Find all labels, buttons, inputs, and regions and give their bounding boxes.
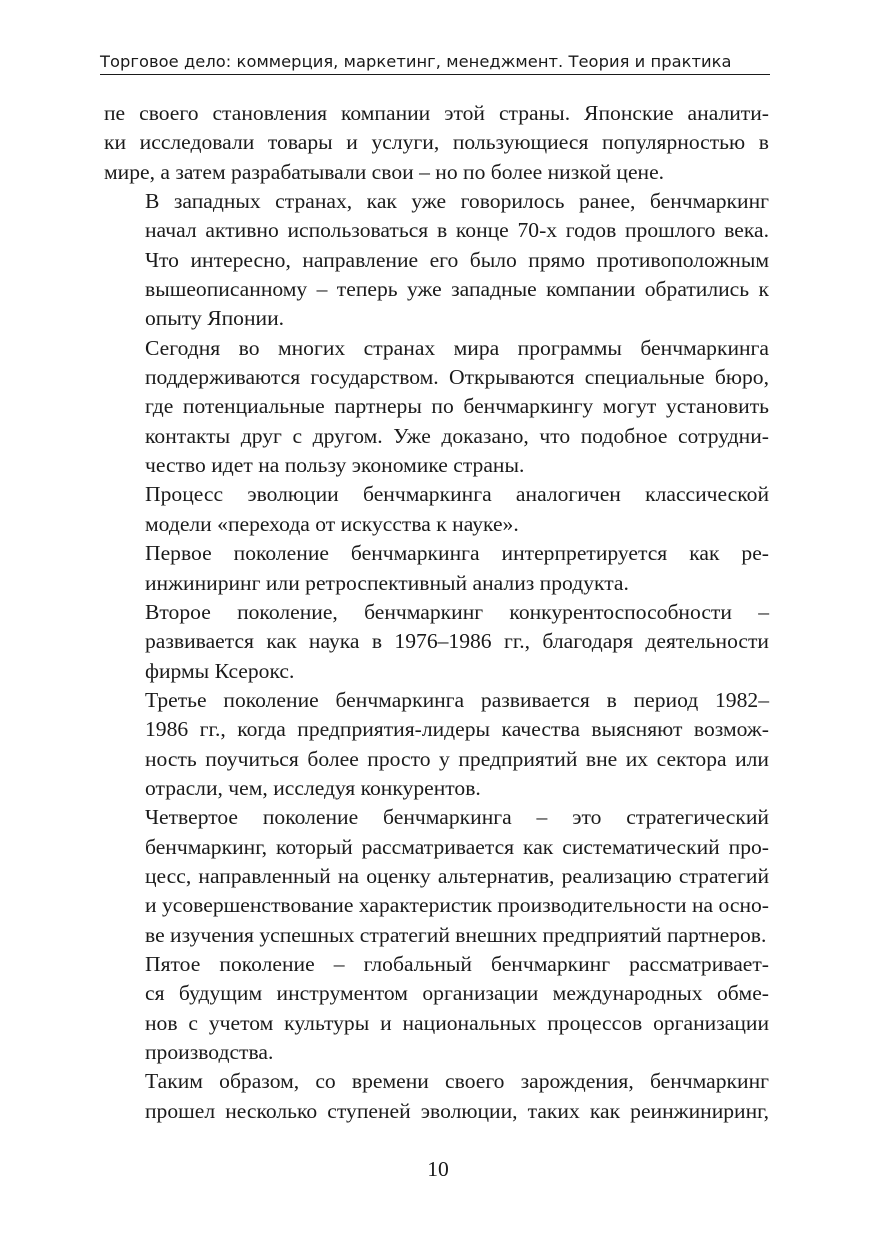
text-line: нов с учетом культуры и национальных процессов организации (145, 1010, 769, 1035)
paragraph (104, 99, 769, 187)
body-text (104, 99, 769, 1126)
text-line: Таким образом, со времени своего зарождения, бенчмаркинг (145, 1069, 769, 1094)
text-line: мире, а затем разрабатывали свои – но по более низкой цене. (104, 159, 665, 184)
text-line: поддерживаются государством. Открываются специальные бюро, (145, 365, 769, 390)
text-line: бенчмаркинг, который рассматривается как систематический про- (145, 834, 769, 859)
paragraph (104, 334, 769, 481)
text-line: Первое поколение бенчмаркинга интерпретируется как ре- (145, 541, 769, 566)
paragraph (104, 598, 769, 686)
paragraph (104, 803, 769, 950)
text-line: Третье поколение бенчмаркинга развивается в период 1982– (145, 687, 769, 712)
text-line: цесс, направленный на оценку альтернатив, реализацию стратегий (145, 863, 769, 888)
text-line: прошел несколько ступеней эволюции, таких как реинжиниринг, (145, 1098, 769, 1123)
text-line: 1986 гг., когда предприятия-лидеры качества выясняют возмож- (145, 717, 769, 742)
text-line: Пятое поколение – глобальный бенчмаркинг рассматривает- (145, 951, 769, 976)
text-line: контакты друг с другом. Уже доказано, что подобное сотрудни- (145, 423, 769, 448)
paragraph (104, 539, 769, 598)
text-line: где потенциальные партнеры по бенчмаркингу могут установить (145, 394, 769, 419)
page-number: 10 (427, 1157, 449, 1181)
text-line: Процесс эволюции бенчмаркинга аналогичен классической (145, 482, 769, 507)
running-header: Торговое дело: коммерция, маркетинг, менеджмент. Теория и практика (100, 52, 732, 71)
text-line: фирмы Ксерокс. (145, 658, 295, 683)
text-line: Второе поколение, бенчмаркинг конкурентоспособности – (145, 599, 769, 624)
text-line: начал активно использоваться в конце 70-х годов прошлого века. (145, 218, 769, 243)
text-line: ве изучения успешных стратегий внешних предприятий партнеров. (145, 922, 767, 947)
text-line: чество идет на пользу экономике страны. (145, 453, 525, 478)
text-line: Четвертое поколение бенчмаркинга – это стратегический (145, 805, 769, 830)
paragraph (104, 950, 769, 1067)
text-line: ся будущим инструментом организации международных обме- (145, 981, 769, 1006)
paragraph (104, 187, 769, 334)
text-line: ки исследовали товары и услуги, пользующиеся популярностью в (104, 130, 769, 155)
paragraph (104, 686, 769, 803)
paragraph (104, 1067, 769, 1126)
text-line: и усовершенствование характеристик производительности на осно- (145, 893, 769, 918)
text-line: ность поучиться более просто у предприятий вне их сектора или (145, 746, 769, 771)
text-line: производства. (145, 1040, 274, 1064)
text-line: развивается как наука в 1976–1986 гг., благодаря деятельности (145, 629, 769, 654)
text-line: вышеописанному – теперь уже западные компании обратились к (145, 277, 769, 302)
text-line: пе своего становления компании этой страны. Японские аналити- (104, 101, 769, 125)
header-rule (100, 74, 770, 75)
paragraph (104, 480, 769, 539)
text-line: В западных странах, как уже говорилось ранее, бенчмаркинг (145, 189, 769, 214)
text-line: опыту Японии. (145, 306, 285, 331)
text-line: отрасли, чем, исследуя конкурентов. (145, 775, 481, 800)
text-line: модели «перехода от искусства к науке». (145, 511, 519, 536)
text-line: Сегодня во многих странах мира программы бенчмаркинга (145, 335, 769, 360)
text-line: инжиниринг или ретроспективный анализ продукта. (145, 570, 629, 595)
text-line: Что интересно, направление его было прямо противоположным (145, 247, 769, 272)
